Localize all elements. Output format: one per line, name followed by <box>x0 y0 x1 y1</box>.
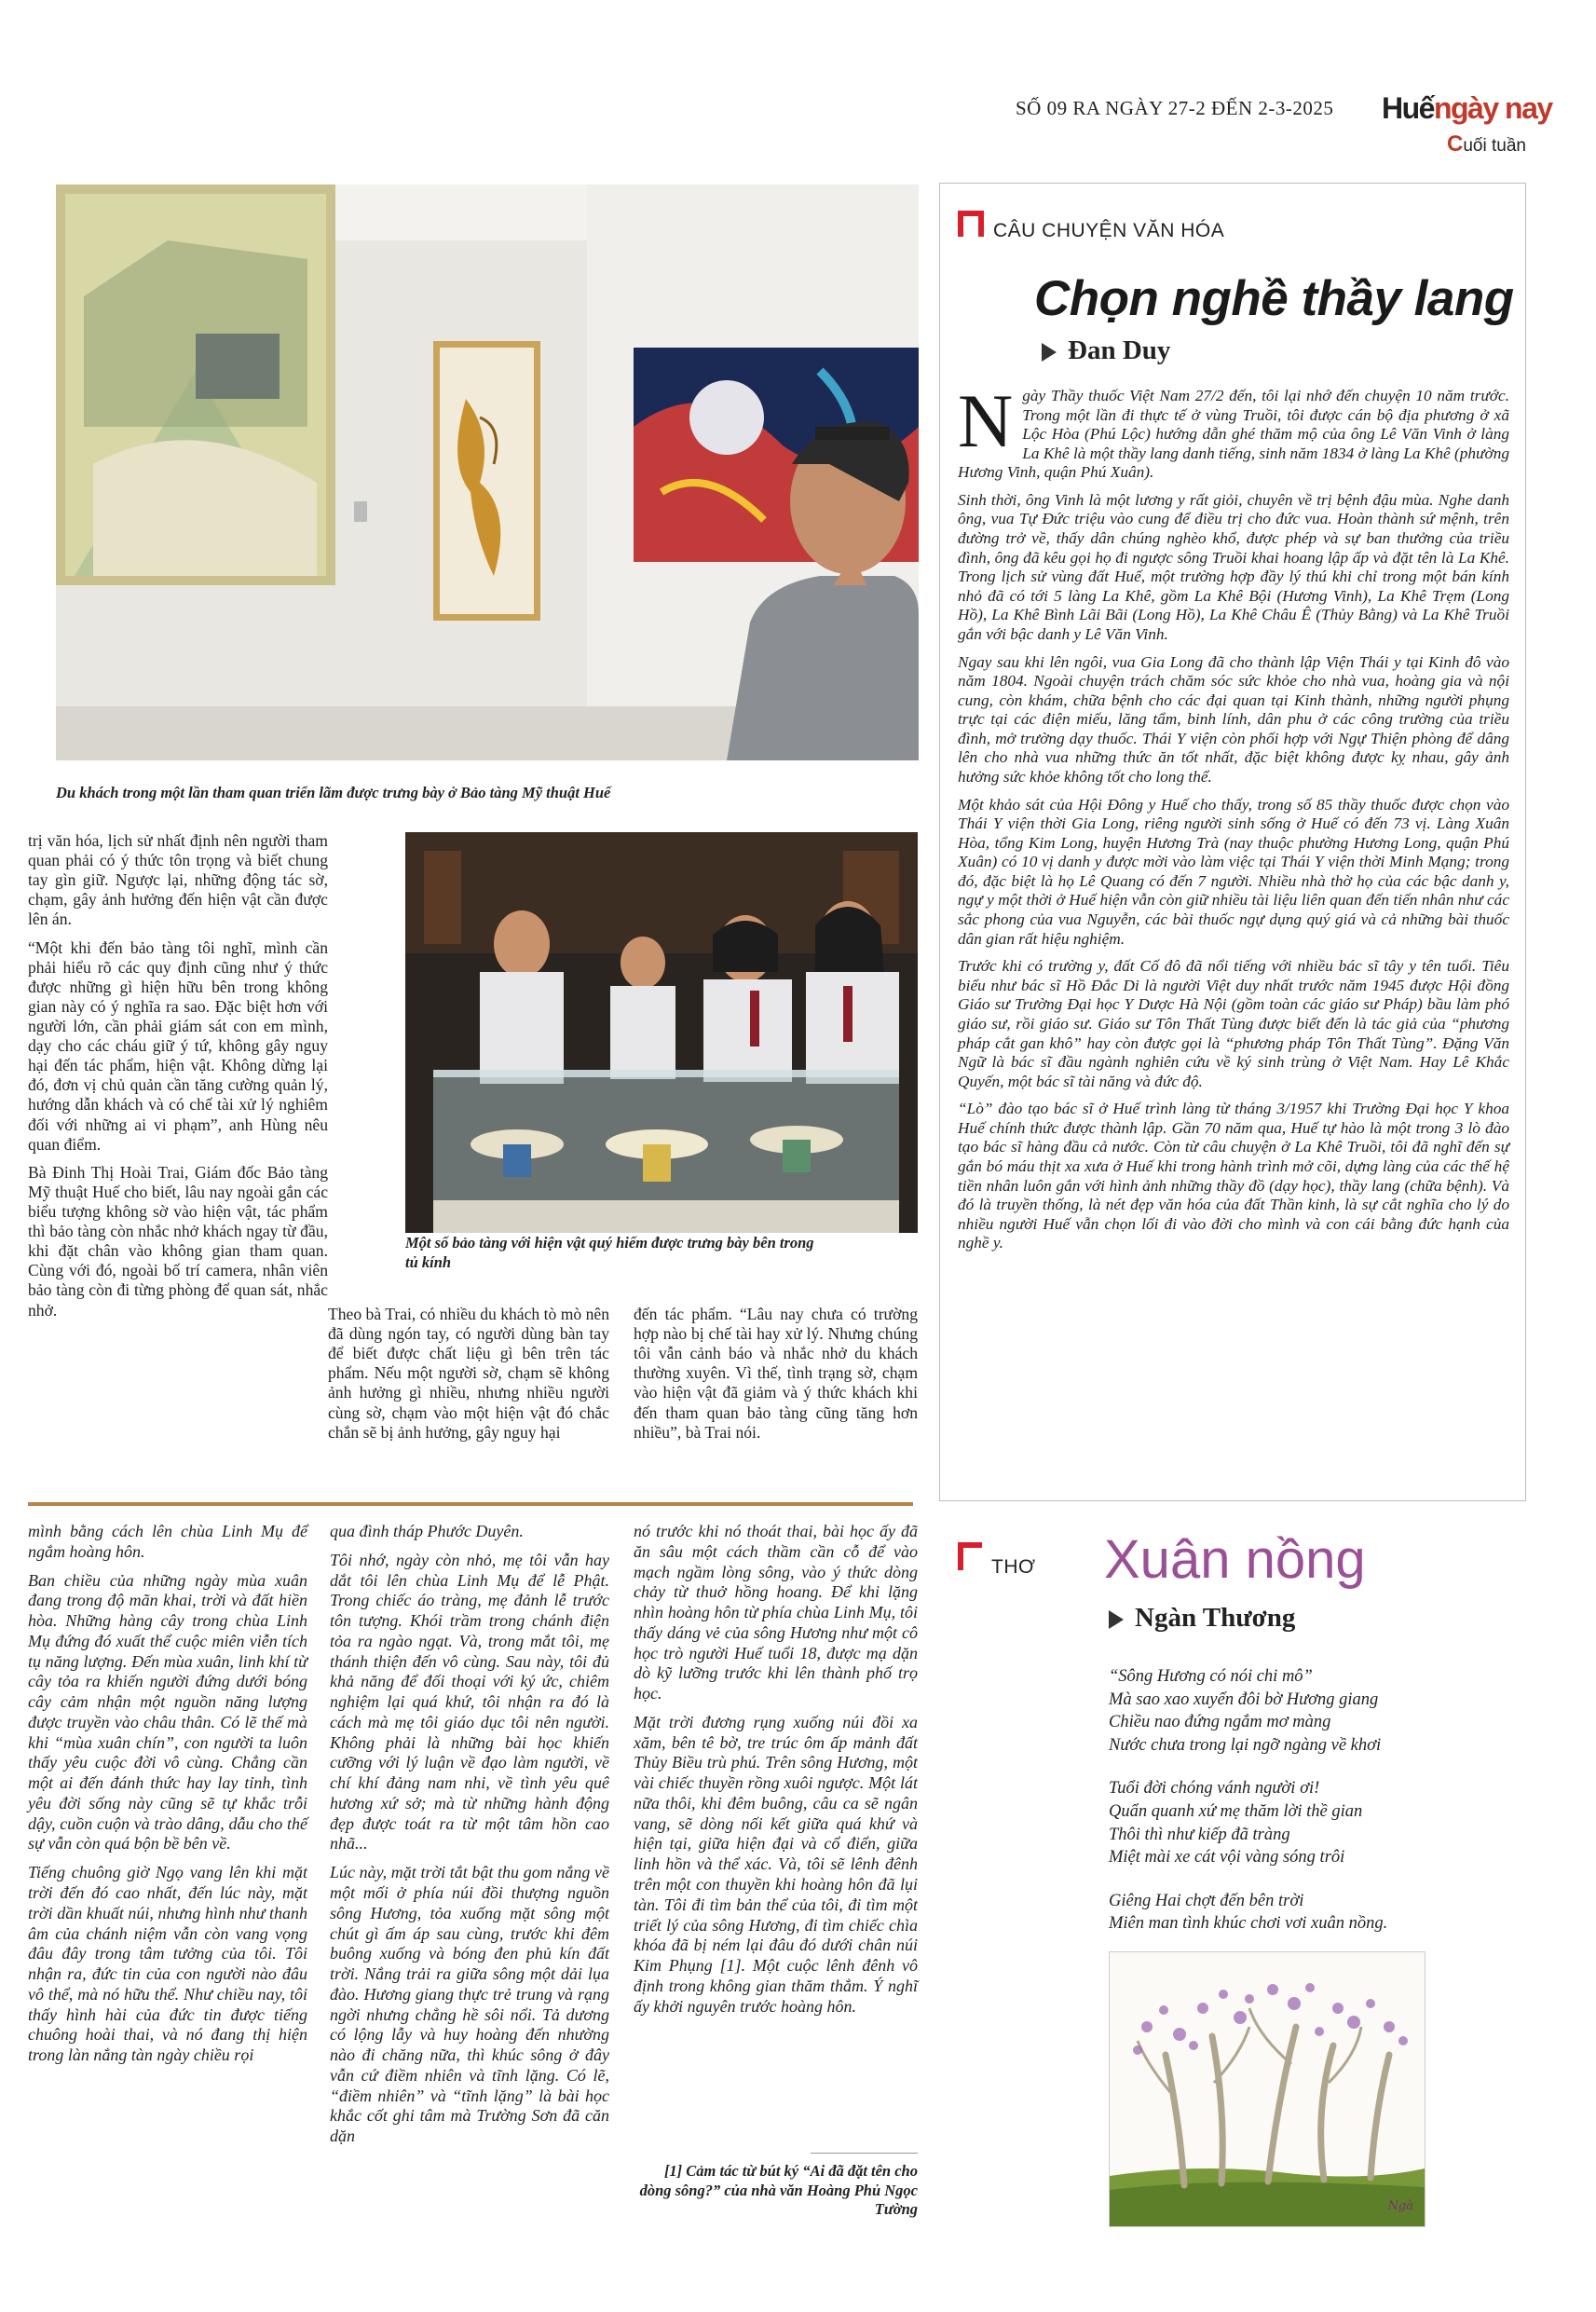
article-upper-col1 <box>28 831 328 1329</box>
newspaper-logo[interactable] <box>1382 91 1552 126</box>
poem-author-name: Ngàn Thương <box>1135 1603 1296 1633</box>
article-lower-col3 <box>634 1522 918 2025</box>
poem-line: Tuổi đời chóng vánh người ơi! <box>1109 1779 1320 1799</box>
glass-display-case <box>433 1070 899 1233</box>
museum-display-case-photo <box>405 832 918 1233</box>
drop-cap: N <box>958 378 1014 463</box>
paragraph: Tiếng chuông giờ Ngọ vang lên khi mặt trời đến đó cao nhất, đến lúc này, mặt trời dần khuất núi, nhưng hình như thanh âm của chánh niệm vẫn còn vang vọng đâu đây trong tâm tưởng của tôi. Tôi nhận ra, đức tin của con người nào đâu vô thể, mà nó hữu thể. Như chiều nay, tôi thấy hình hài của đức tin được tiếng chuông hoài thai, và nó đang thị hiện trong làn nắng tàn ngày chiều rọi <box>28 1863 307 2065</box>
museum-visitor-photo <box>56 185 919 760</box>
stanza <box>1109 1665 1519 1757</box>
poem-body <box>1109 1665 1519 1956</box>
poem-section-mark-icon <box>958 1542 982 1570</box>
paragraph: đến tác phẩm. “Lâu nay chưa có trường hợp nào bị chế tài hay xử lý. Nhưng chúng tôi vẫn cảnh báo và nhắc nhở du khách thường xuyên. Vì thế, tình trạng sờ, chạm vào hiện vật đã giảm và ý thức khách khi đến tham quan bảo tàng cũng tăng hơn nhiều”, bà Trai nói. <box>634 1305 918 1442</box>
article-lower-col2 <box>330 1522 609 2155</box>
section-divider <box>28 1502 913 1506</box>
logo-subtitle <box>1447 131 1526 157</box>
paragraph: Ngay sau khi lên ngôi, vua Gia Long đã cho thành lập Viện Thái y tại Kinh đô vào năm 1804. Ngoài chuyện trách chăm sóc sức khỏe cho nhà vua, hoàng gia và nội cung, còn khám, chữa bệnh cho các đại quan tại Kinh thành, những người phụng trực tại các điện miếu, lăng tẩm, binh lính, dân phu ở các công trường của triều đình, mở trường dạy thuốc. Thái Y viện còn phối hợp với Ngự Thiện phòng để dâng lên cho nhà vua những thức ăn tốt nhất, đặc biệt không được kỵ nhau, gây ảnh hưởng sức khỏe không tốt cho long thể. <box>958 652 1509 786</box>
main-photo-caption: Du khách trong một lần tham quan triển lãm được trưng bày ở Bảo tàng Mỹ thuật Huế <box>56 784 611 801</box>
paragraph <box>958 378 1509 483</box>
section-tag: CÂU CHUYỆN VĂN HÓA <box>993 220 1225 241</box>
logo-brand-a: Huế <box>1382 91 1434 125</box>
article-author <box>1042 335 1170 366</box>
logo-sub-rest: uối tuần <box>1463 136 1526 156</box>
paragraph: Một khảo sát của Hội Đông y Huế cho thấy, trong số 85 thầy thuốc được chọn vào Thái Y viện thời Gia Long, riêng người sinh sống ở Huế có đến 73 vị. Làng Xuân Hòa, tổng Kim Long, huyện Hương Trà (nay thuộc phường Hương Long, quận Phú Xuân) có 10 vị danh y được mời vào làm việc tại Thái Y viện thời Minh Mạng; trong đó, đặc biệt là họ Lê Quang có đến 7 người. Nhiều nhà thờ họ của các bậc danh y, ngự y một thời ở Huế hiện vẫn còn giữ nhiều tài liệu liên quan đến tiến nhân như các sắc phong của vua Nguyễn, các bài thuốc ngự dụng quý giá và cả những bài thuốc dân gian rất hiệu nghiệm. <box>958 795 1509 948</box>
paragraph: Tôi nhớ, ngày còn nhỏ, mẹ tôi vẫn hay dắt tôi lên chùa Linh Mụ để lễ Phật. Trong chiếc áo tràng, mẹ đảnh lễ trước tôn tượng. Khói trầm trong chánh điện tỏa ra ngào ngạt. Và, trong mắt tôi, mẹ thánh thiện đến vô cùng. Sau này, tôi đủ khả năng để đối thoại với ký ức, chiêm nghiệm lại quá khứ, tôi nhận ra đó là cách mà mẹ tôi giáo dục tôi nên người. Không phải là những bài học khiến cưỡng với lý luận về đạo làm người, về chí khí đảng nam nhi, về tình yêu quê hương xứ sở; mà từ những hành động đẹp được toát ra từ một tâm hồn cao nhã... <box>330 1550 609 1854</box>
sidebar-body <box>958 378 1509 1262</box>
poem-tag: THƠ <box>991 1556 1036 1578</box>
poem-line: Quẩn quanh xứ mẹ thăm lời thề gian <box>1109 1801 1363 1821</box>
paragraph: Ban chiều của những ngày mùa xuân đang trong độ mãn khai, trời và đất hiền hòa. Những hàng cây trong chùa Linh Mụ đứng đó xuất thể cuộc miên viễn tích tụ năng lượng. Đến mùa xuân, linh khí từ cây tỏa ra khiến người đứng dưới bóng cây cảm nhận một nguồn năng lượng được truyền vào châu thân. Có lẽ thế mà khi “mùa xuân chín”, con người ta luôn thấy yêu cuộc đời vô cùng. Chẳng cần một ai đến đánh thức hay lay tỉnh, tình yêu đời sống này cũng sẽ tự khắc trỗi dậy, cuồn cuộn và trào dâng, dẫu cho thế sự vẫn còn quá bộn bề bên về. <box>28 1570 307 1854</box>
article-title: Chọn nghề thầy lang <box>1034 271 1514 326</box>
paragraph-text: gày Thầy thuốc Việt Nam 27/2 đến, tôi lại nhớ đến chuyện 10 năm trước. Trong một lần đi thực tế ở vùng Truồi, tôi được cán bộ địa phương ở xã Lộc Hòa (Phú Lộc) hướng dẫn ghé thăm mộ của ông Lê Văn Vinh ở làng La Khê là một thầy lang danh tiếng, sinh năm 1834 ở làng La Khê (phường Hương Vinh, quận Phú Xuân). <box>958 387 1509 482</box>
poem-line: Miên man tình khúc chơi vơi xuân nồng. <box>1109 1914 1388 1934</box>
paragraph: Trước khi có trường y, đất Cố đô đã nổi tiếng với nhiều bác sĩ tây y tên tuổi. Tiêu biểu như bác sĩ Hồ Đắc Di là người Việt duy nhất trước năm 1945 được Hội đồng Giáo sư Trường Đại học Y Dược Hà Nội (gồm toàn các giáo sư Pháp) bầu làm phó giáo sư, rồi giáo sư. Giáo sư Tôn Thất Tùng được biết đến là tác giả của “phương pháp cắt gan khô” hay còn được gọi là “phương pháp Tôn Thất Tùng”. Đặng Văn Ngữ là bác sĩ đầu ngành nghiên cứu về ký sinh trùng ở Việt Nam. Hay Lê Khắc Quyến, một bác sĩ tài năng và đức độ. <box>958 957 1509 1090</box>
poem-line: Miệt mài xe cát vội vàng sóng trôi <box>1109 1848 1345 1867</box>
issue-date: SỐ 09 RA NGÀY 27-2 ĐẾN 2-3-2025 <box>1016 97 1334 119</box>
poem-line: Chiều nao đứng ngắm mơ màng <box>1109 1713 1331 1732</box>
paragraph: “Lò” đào tạo bác sĩ ở Huế trình làng từ tháng 3/1957 khi Trường Đại học Y khoa Huế chính thức được thành lập. Gần 70 năm qua, Huế tự hào là một trong 3 lò đào tạo bác sĩ hàng đầu cả nước. Còn từ câu chuyện ở La Khê Truồi, tôi đã nghĩ đến sự gắn bó máu thịt xa xưa ở Huế khi trong hành trình mở cõi, dựng làng của các thế hệ tiền nhân luôn gắn với hình ảnh những thầy đồ (dạy học), thầy lang (chữa bệnh). Và đó là truyền thống, là nét đẹp văn hóa của đất Thần kinh, là sự cắt nghĩa cho lý do nhiều người Huế vẫn chọn lối đi vào đời cho mình và con cái bằng đức hạnh của nghề y. <box>958 1100 1509 1252</box>
logo-brand-b: ngày nay <box>1433 91 1552 125</box>
paragraph: “Một khi đến bảo tàng tôi nghĩ, mình cần phải hiểu rõ các quy định cũng như ý thức được những gì hiện hữu bên trong không gian này có ý nghĩa ra sao. Đặc biệt hơn với người lớn, cần phải giám sát con em mình, dạy cho các cháu giữ ý tứ, không gây nguy hại đến tác phẩm, hiện vật. Không dừng lại đó, đơn vị chủ quản cần tăng cường quản lý, hướng dẫn khách và có chế tài xử lý nghiêm đối với những ai vi phạm”, anh Hùng nêu quan điểm. <box>28 937 328 1154</box>
paragraph: Mặt trời đương rụng xuống núi đồi xa xăm, bên tê bờ, tre trúc ôm ấp mảnh đất Thủy Biều trù phú. Trên sông Hương, một vài chiếc thuyền rồng xuôi ngược. Một lát nữa thôi, khi đêm buông, câu ca sẽ ngân vang, sẽ dòng nối kết giữa quá khứ và hiện tại, giữa hiện đại và cổ điển, giữa linh hồn và thể xác. Và, tôi sẽ lênh đênh trên một con thuyền khi hoàng hôn đã lụi tàn. Tôi đi tìm bản thể của tôi, đi tìm một triết lý của sông Hương, đi tìm chiếc chìa khóa đã bị ném lại đâu đó dưới chân núi Kim Phụng [1]. Một cuộc lênh đênh vô định trong không gian thăm thẳm. Ý nghĩ ấy khởi nguyên trước hoàng hôn. <box>634 1712 918 2016</box>
play-arrow-icon <box>1042 343 1057 362</box>
blossom-tree-illustration <box>1109 1951 1425 2227</box>
paragraph: Lúc này, mặt trời tắt bật thu gom nắng về một mối ở phía núi đồi thượng nguồn sông Hương, tỏa xuống mặt sông một chút gì ấm áp sau cùng, trước khi đêm buông xuống và bóng đen phủ kín đất trời. Nắng trải ra giữa sông một dải lụa đào. Hương giang thực trẻ trung và rạng ngời nhưng chẳng hề sôi nổi. Tả dương có lộng lẫy và huy hoàng đến nhường nào đi chăng nữa, thì khúc sông ở đây vẫn cứ điềm nhiên và tĩnh lặng. Có lẽ, “điềm nhiên” và “tĩnh lặng” là bài học khắc cốt ghi tâm mà Trường Sơn đã căn dặn <box>330 1863 609 2146</box>
section-mark-icon <box>958 211 984 237</box>
stanza <box>1109 1890 1519 1936</box>
poem-title: Xuân nồng <box>1104 1529 1366 1590</box>
poem-line: Thôi thì như kiếp đã tràng <box>1109 1825 1290 1844</box>
article-upper-col3 <box>634 1305 918 1451</box>
paragraph: Bà Đinh Thị Hoài Trai, Giám đốc Bảo tàng Mỹ thuật Huế cho biết, lâu nay ngoài gắn các biểu tượng không sờ vào hiện vật, tác phẩm thì bảo tàng còn nhắc nhở khách ngay từ đầu, khi đặt chân vào không gian tham quan. Cùng với đó, ngoài bố trí camera, nhân viên bảo tàng còn đi từng phòng để quan sát, nhắc nhở. <box>28 1162 328 1320</box>
poem-line: Mà sao xao xuyến đôi bờ Hương giang <box>1109 1690 1379 1709</box>
paragraph: Sinh thời, ông Vinh là một lương y rất giỏi, chuyên về trị bệnh đậu mùa. Nghe danh ông, vua Tự Đức triệu vào cung để điều trị cho đức vua. Hoàn thành sứ mệnh, trên đường trở về, thấy dân chúng nghèo khổ, được phép và sự ban thưởng của triều đình, ông đã kêu gọi họ đi ngược sông Truồi khai hoang lập ấp và đặt tên là La Khê. Trong lịch sử vùng đất Huế, một trường hợp đầy lý thú khi chỉ trong một bán kính nhỏ đã có tới 5 làng La Khê, gồm La Khê Bội (Hương Vinh), La Khê Trẹm (Long Hồ), La Khê Bình Lãi Bãi (Long Hồ), La Khê Châu Ê (Thủy Bằng) và La Khê Truồi gắn với bậc danh y Lê Văn Vinh. <box>958 490 1509 643</box>
article-lower-col1 <box>28 1522 307 2074</box>
footnote: [1] Cảm tác từ bút ký “Ai đã đặt tên cho dòng sông?” của nhà văn Hoàng Phủ Ngọc Tường <box>639 2162 918 2219</box>
poem-author <box>1109 1603 1295 1634</box>
logo-sub-c: C <box>1447 131 1464 157</box>
sculpture-painting <box>433 341 540 621</box>
paragraph: qua đình tháp Phước Duyên. <box>330 1522 524 1540</box>
landscape-painting <box>56 185 335 585</box>
stanza <box>1109 1777 1519 1868</box>
poem-line: Nước chưa trong lại ngỡ ngàng về khơi <box>1109 1735 1382 1755</box>
footnote-rule <box>811 2153 918 2154</box>
second-photo-caption: Một số bảo tàng với hiện vật quý hiếm được trưng bày bên trong tủ kính <box>405 1234 814 1272</box>
play-arrow-icon <box>1109 1610 1124 1629</box>
paragraph: trị văn hóa, lịch sử nhất định nên người tham quan phải có ý thức tôn trọng và biết chung tay gìn giữ. Ngược lại, những động tác sờ, chạm, gây ảnh hưởng đến hiện vật cần được lên án. <box>28 831 328 929</box>
article-upper-col2 <box>328 1305 609 1451</box>
paragraph: nó trước khi nó thoát thai, bài học ấy đã ăn sâu một cách thầm cần cỗ để vào mạch ngầm lòng sông, vào ý thức dòng chảy từ thuở hồng hoang. Để khi lặng nhìn hoàng hôn từ phía chùa Linh Mụ, tôi thấy dáng vẻ của sông Hương như một cô học trò người Huế tuổi 18, được mạ dặn dò kỹ lưỡng trước khi lên thành phố trọ học. <box>634 1522 918 1703</box>
poem-line: Giêng Hai chợt đến bên trời <box>1109 1891 1304 1910</box>
paragraph: Theo bà Trai, có nhiều du khách tò mò nên đã dùng ngón tay, có người dùng bàn tay để biết được chất liệu gì bên trên tác phẩm. Nếu một người sờ, chạm sẽ không ảnh hưởng gì nhiều, nhưng nhiều người cùng sờ, chạm vào một hiện vật đó chắc chắn sẽ bị ảnh hưởng, gây nguy hại <box>328 1305 609 1442</box>
paragraph: mình bằng cách lên chùa Linh Mụ để ngắm hoàng hôn. <box>28 1522 307 1561</box>
illustration-signature: Ngà <box>1387 2199 1413 2213</box>
author-name: Đan Duy <box>1068 335 1171 365</box>
poem-line: “Sông Hương có nói chi mô” <box>1109 1667 1313 1686</box>
